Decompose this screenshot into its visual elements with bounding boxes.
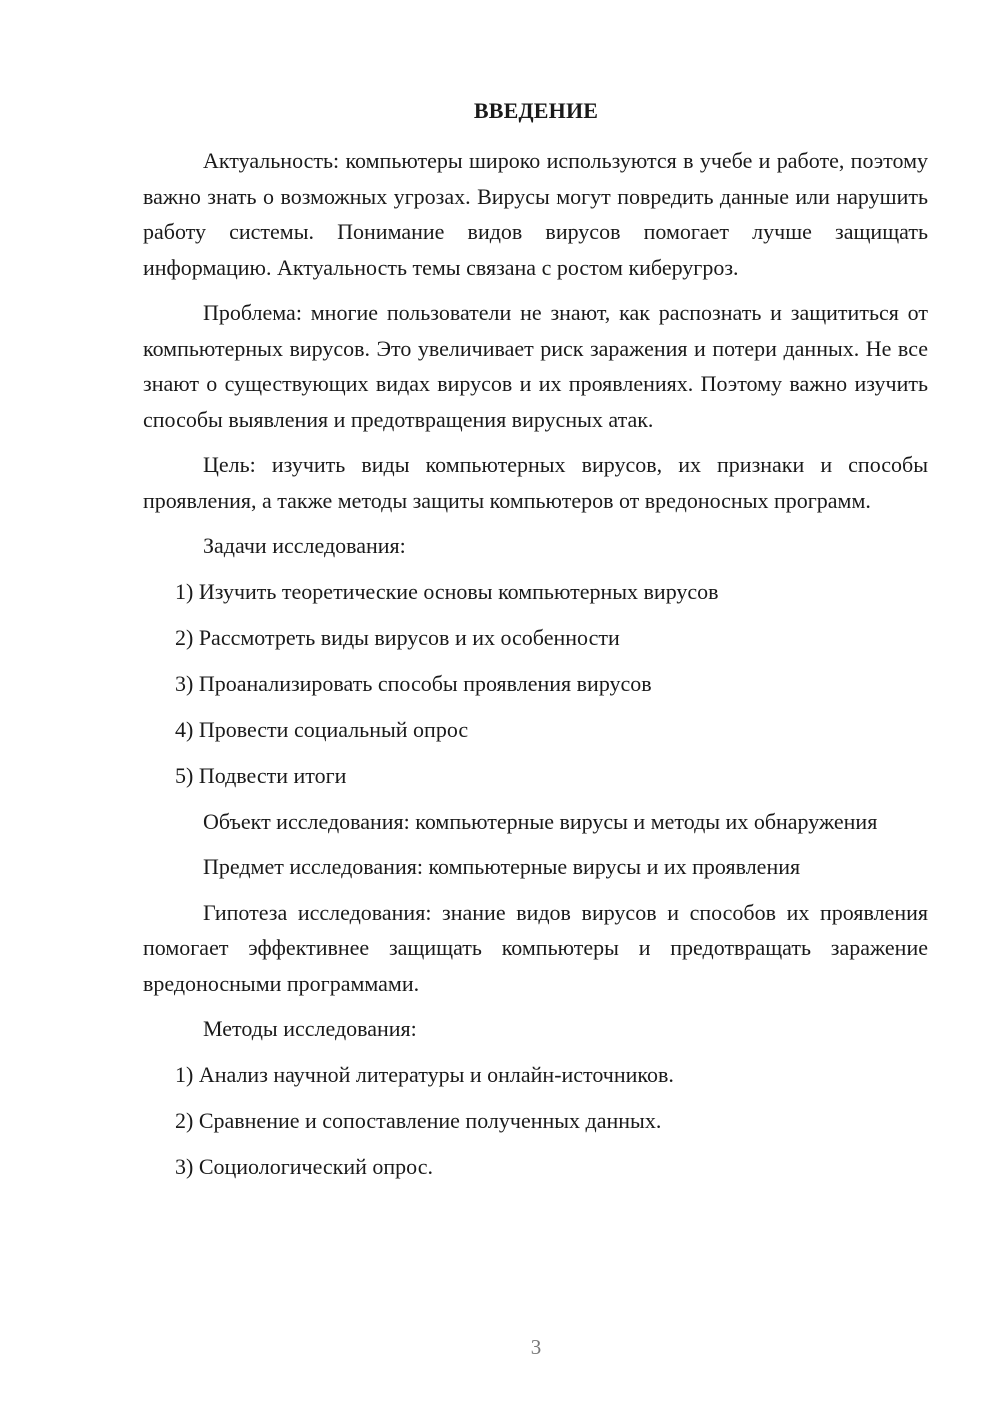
method-item: 2) Сравнение и сопоставление полученных данных. [175,1107,662,1133]
tasks-list [143,574,928,794]
hypothesis-paragraph: Гипотеза исследования: знание видов вирусов и способов их проявления помогает эффективнее защищать компьютеры и предотвращать заражение вредоносными программами. [143,899,928,996]
problem-paragraph: Проблема: многие пользователи не знают, как распознать и защититься от компьютерных вирусов. Это увеличивает риск заражения и потери данных. Не все знают о существующих видах вирусов и их проявлениях. Поэтому важно изучить способы выявления и предотвращения вирусных атак. [143,300,928,432]
page-number: 3 [530,1335,542,1359]
task-item: 1) Изучить теоретические основы компьютерных вирусов [175,578,719,604]
task-item: 2) Рассмотреть виды вирусов и их особенности [175,624,620,650]
document-body [143,143,928,1195]
task-item: 3) Проанализировать способы проявления вирусов [175,670,652,696]
methods-heading: Методы исследования: [203,1016,417,1041]
tasks-heading: Задачи исследования: [203,533,406,558]
object-paragraph: Объект исследования: компьютерные вирусы и методы их обнаружения [203,808,878,834]
relevance-paragraph: Актуальность: компьютеры широко используются в учебе и работе, поэтому важно знать о возможных угрозах. Вирусы могут повредить данные или нарушить работу системы. Понимание видов вирусов помогает лучше защищать информацию. Актуальность темы связана с ростом киберугроз. [143,148,928,280]
method-item: 3) Социологический опрос. [175,1153,433,1179]
task-item: 5) Подвести итоги [175,762,347,788]
subject-paragraph: Предмет исследования: компьютерные вирусы и их проявления [203,854,801,879]
method-item: 1) Анализ научной литературы и онлайн-источников. [175,1061,674,1087]
goal-paragraph: Цель: изучить виды компьютерных вирусов, их признаки и способы проявления, а также методы защиты компьютеров от вредоносных программ. [143,452,928,513]
page-title: ВВЕДЕНИЕ [473,98,599,123]
methods-list [143,1057,928,1185]
task-item: 4) Провести социальный опрос [175,716,469,742]
